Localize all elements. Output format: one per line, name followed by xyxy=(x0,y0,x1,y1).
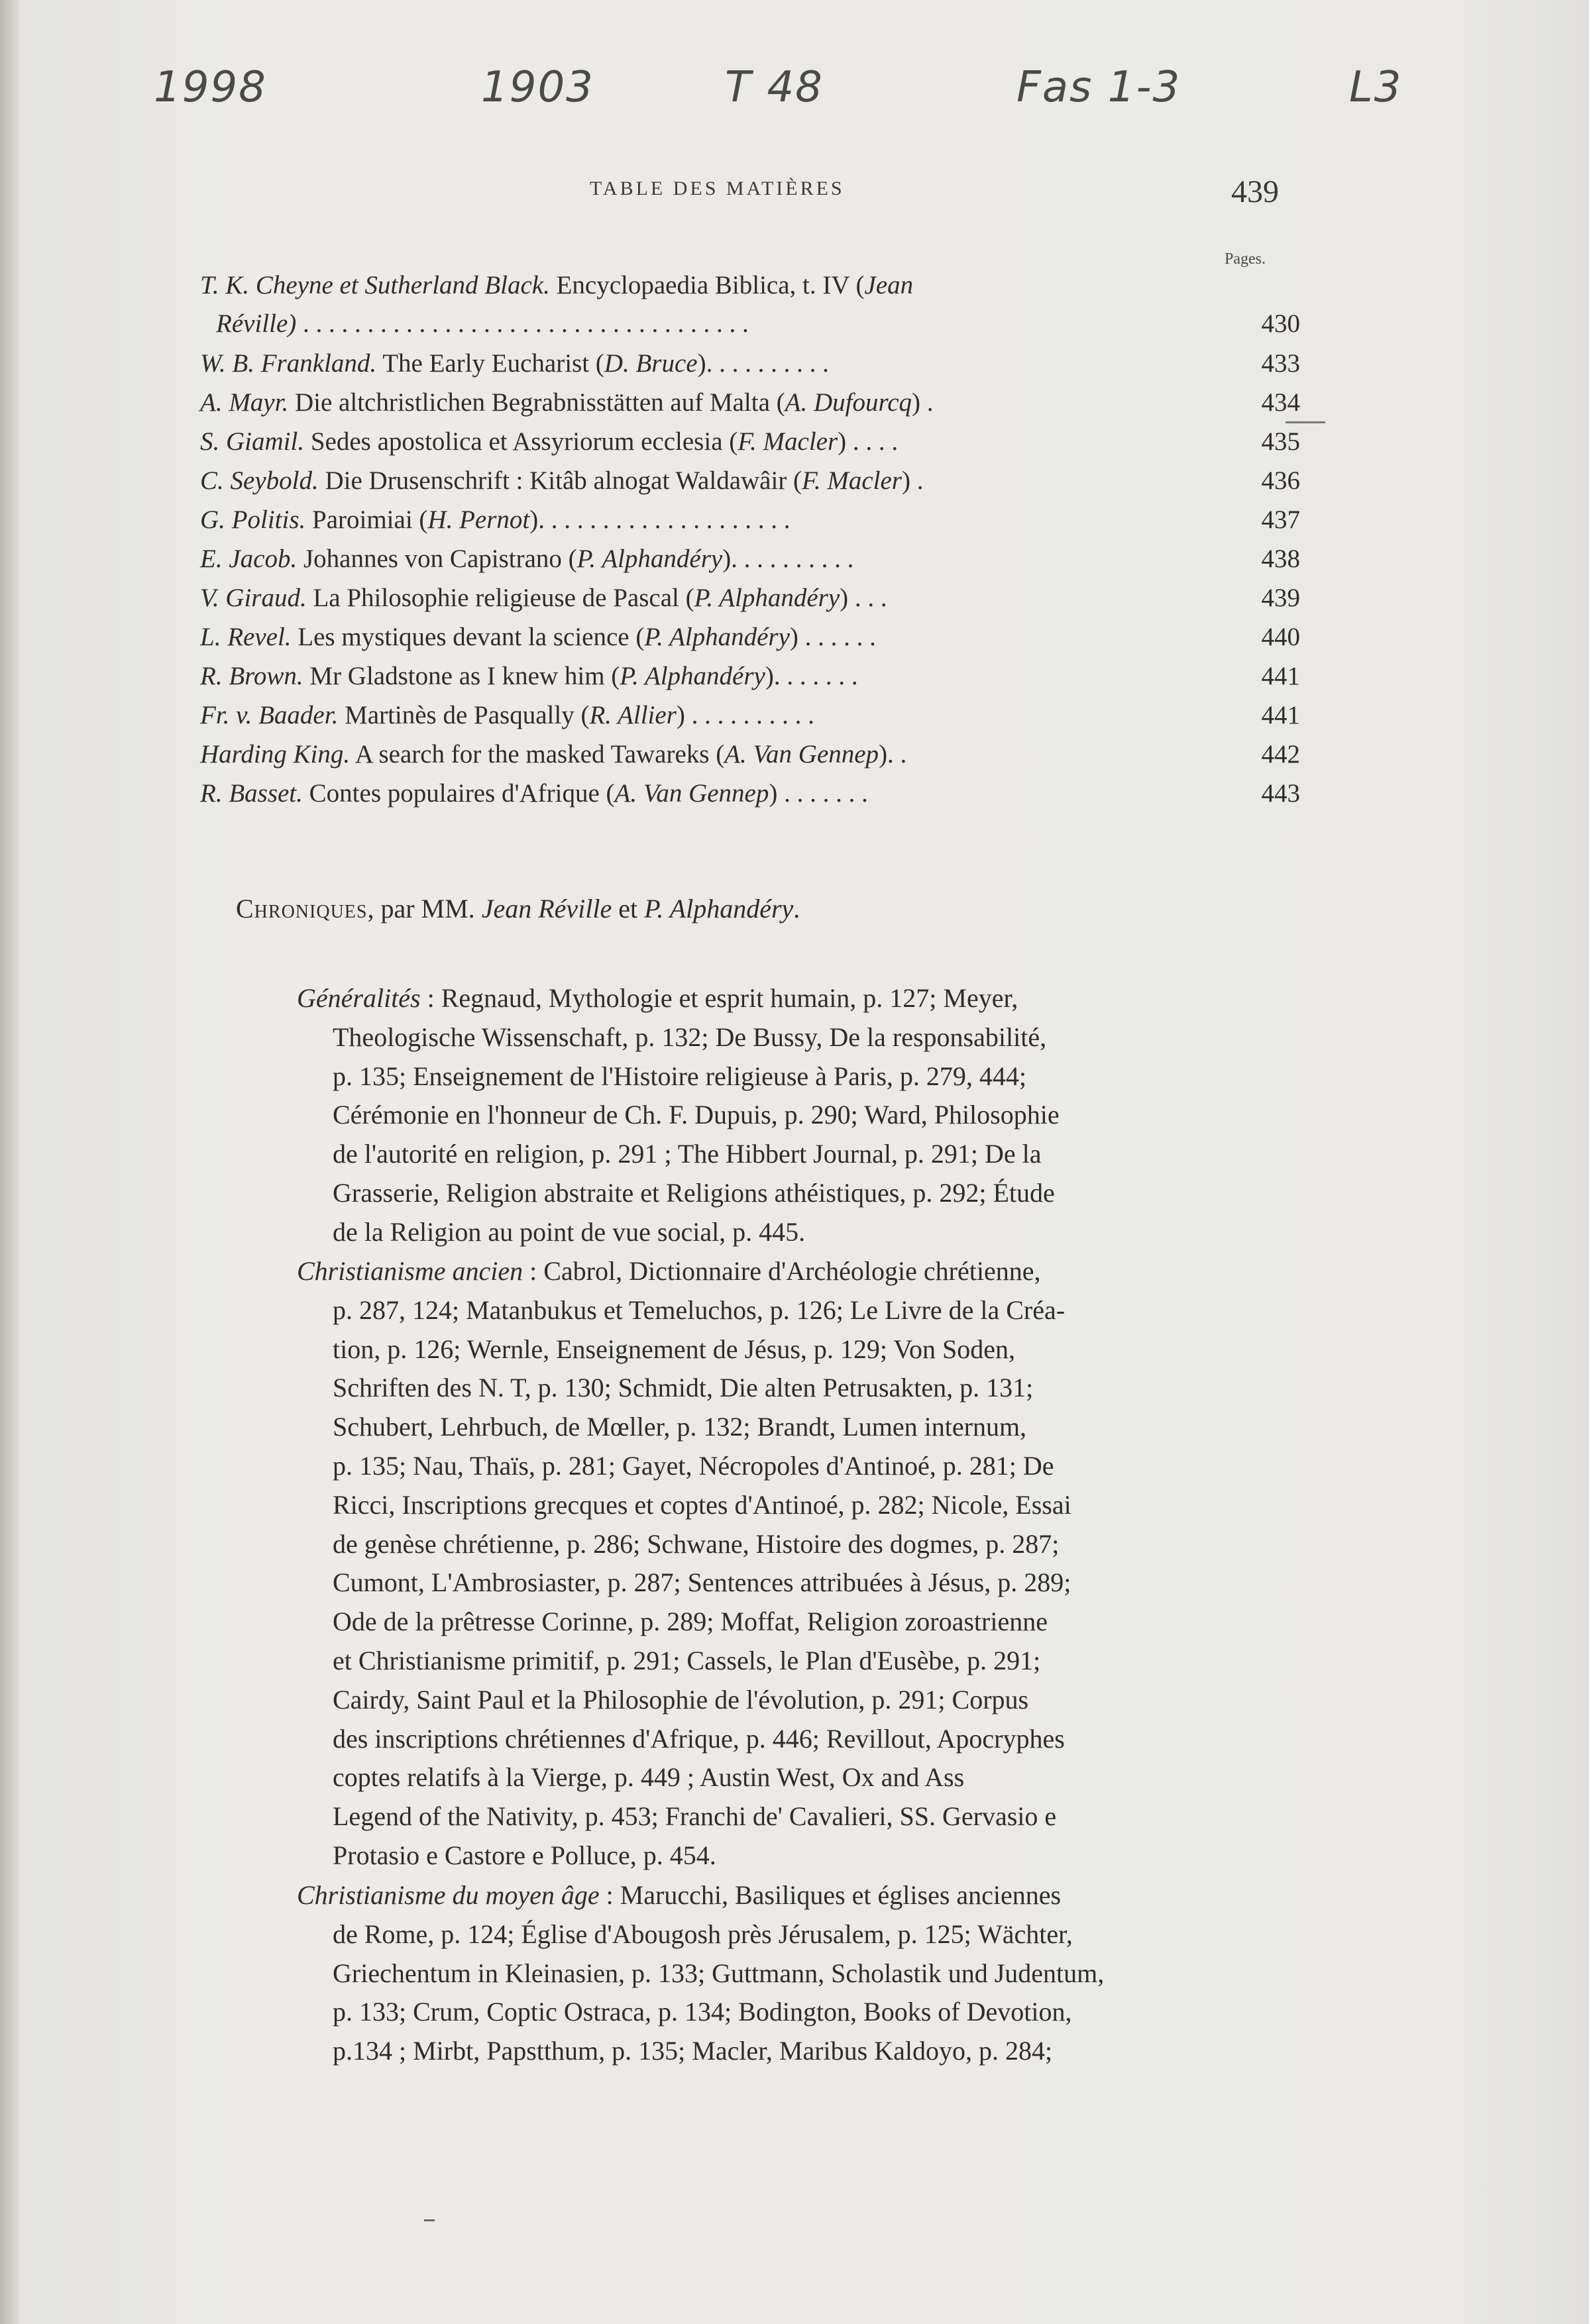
chroniques-author: Jean Réville xyxy=(481,894,612,924)
toc-author: E. Jacob. xyxy=(200,545,298,573)
toc-author: W. B. Frankland. xyxy=(200,349,377,378)
toc-title: Die altchristlichen Begrabnisstätten auf Malta ( xyxy=(294,388,785,417)
toc-author: G. Politis. xyxy=(200,505,306,534)
section-line: : Marucchi, Basiliques et églises anciennes xyxy=(599,1880,1062,1910)
section-line: Griechentum in Kleinasien, p. 133; Guttmann, Scholastik und Judentum, xyxy=(333,1958,1105,1988)
toc-title: Les mystiques devant la science ( xyxy=(298,623,645,651)
section-line: de l'autorité en religion, p. 291 ; The Hibbert Journal, p. 291; De la xyxy=(333,1139,1042,1169)
section-line: Theologische Wissenschaft, p. 132; De Bussy, De la responsabilité, xyxy=(333,1022,1047,1052)
section-line: Ricci, Inscriptions grecques et coptes d'Antinoé, p. 282; Nicole, Essai xyxy=(333,1489,1071,1520)
toc-title: Mr Gladstone as I knew him ( xyxy=(309,662,620,690)
toc-page: 442 xyxy=(1261,740,1300,768)
page-number: 439 xyxy=(1231,174,1279,209)
toc-entry: C. Seybold. Die Drusenschrift : Kitâb alnogat Waldawâir (F. Macler) . 436 xyxy=(200,466,1300,495)
section-line: de genèse chrétienne, p. 286; Schwane, Histoire des dogmes, p. 287; xyxy=(333,1528,1060,1559)
section-line: Ode de la prêtresse Corinne, p. 289; Moffat, Religion zoroastrienne xyxy=(333,1607,1048,1637)
toc-reviewer: A. Dufourcq xyxy=(785,388,912,417)
section-line: de la Religion au point de vue social, p. 445. xyxy=(333,1216,806,1247)
toc-title: Sedes apostolica et Assyriorum ecclesia ( xyxy=(310,427,738,456)
toc-entry: R. Basset. Contes populaires d'Afrique (A. Van Gennep) . . . . . . . 443 xyxy=(200,779,1300,808)
chroniques-conjunction: et xyxy=(618,894,638,924)
toc-entry: G. Politis. Paroimiai (H. Pernot). . . . . . . . . . . . . . . . . . . . 437 xyxy=(200,505,1300,534)
section-line: : Regnaud, Mythologie et esprit humain, p. 127; Meyer, xyxy=(420,983,1018,1013)
chroniques-heading xyxy=(236,893,800,924)
toc-title: The Early Eucharist ( xyxy=(382,349,604,378)
toc-author: Fr. v. Baader. xyxy=(200,701,339,729)
toc-author: A. Mayr. xyxy=(200,388,289,417)
toc-reviewer: A. Van Gennep xyxy=(724,740,879,768)
section-line: Cérémonie en l'honneur de Ch. F. Dupuis, p. 290; Ward, Philosophie xyxy=(333,1100,1060,1130)
chroniques-period: . xyxy=(793,894,800,924)
toc-title: Martinès de Pasqually ( xyxy=(345,701,590,729)
section-line: tion, p. 126; Wernle, Enseignement de Jésus, p. 129; Von Soden, xyxy=(333,1334,1016,1364)
pages-column-label: Pages. xyxy=(1225,250,1266,268)
section-line: Schubert, Lehrbuch, de Mœller, p. 132; Brandt, Lumen internum, xyxy=(333,1412,1027,1442)
toc-entry: Fr. v. Baader. Martinès de Pasqually (R. Allier) . . . . . . . . . . 441 xyxy=(200,701,1300,729)
toc-page: 440 xyxy=(1261,623,1300,651)
toc-page: 443 xyxy=(1261,779,1300,808)
section-line: des inscriptions chrétiennes d'Afrique, p. 446; Revillout, Apocryphes xyxy=(333,1723,1065,1754)
toc-entry: V. Giraud. La Philosophie religieuse de Pascal (P. Alphandéry) . . . 439 xyxy=(200,584,1300,612)
toc-title: Encyclopaedia Biblica, t. IV ( xyxy=(556,271,865,299)
section-line: Legend of the Nativity, p. 453; Franchi de' Cavalieri, SS. Gervasio e xyxy=(333,1801,1057,1832)
toc-reviewer: P. Alphandéry xyxy=(694,584,840,612)
toc-entry-continuation: Réville) . . . . . . . . . . . . . . . . . . . . . . . . . . . . . . . . . . . 430 xyxy=(216,309,1300,338)
toc-title: A search for the masked Tawareks ( xyxy=(355,740,725,768)
section-heading: Généralités xyxy=(297,983,421,1013)
section-line: de Rome, p. 124; Église d'Abougosh près Jérusalem, p. 125; Wächter, xyxy=(333,1919,1073,1949)
toc-reviewer: D. Bruce xyxy=(604,349,698,378)
chroniques-author: P. Alphandéry xyxy=(644,894,794,924)
binding-shadow xyxy=(0,0,19,2324)
toc-author: L. Revel. xyxy=(200,623,292,651)
toc-author: R. Brown. xyxy=(200,662,303,690)
handwritten-note: 1998 xyxy=(154,63,267,112)
toc-page: 441 xyxy=(1261,701,1300,729)
section-line: p. 287, 124; Matanbukus et Temeluchos, p. 126; Le Livre de la Créa- xyxy=(333,1294,1066,1325)
section-christianisme-moyen-age xyxy=(297,1876,1299,2071)
section-line: Schriften des N. T, p. 130; Schmidt, Die alten Petrusakten, p. 131; xyxy=(333,1373,1034,1403)
section-christianisme-ancien xyxy=(297,1252,1299,1875)
toc-page: 434 xyxy=(1261,388,1300,417)
stray-mark xyxy=(424,2219,435,2221)
section-line: Protasio e Castore e Polluce, p. 454. xyxy=(333,1840,716,1870)
section-heading: Christianisme ancien xyxy=(297,1256,523,1286)
toc-entry: Harding King. A search for the masked Tawareks (A. Van Gennep). . 442 xyxy=(200,740,1300,768)
chroniques-text: , par MM. xyxy=(367,894,475,924)
toc-reviewer: R. Allier xyxy=(589,701,677,729)
toc-page: 435 xyxy=(1261,427,1300,456)
toc-title: Johannes von Capistrano ( xyxy=(303,545,577,573)
toc-entry: A. Mayr. Die altchristlichen Begrabnisstätten auf Malta (A. Dufourcq) . 434 xyxy=(200,388,1300,417)
toc-title: Contes populaires d'Afrique ( xyxy=(309,779,615,808)
handwritten-note: 1903 xyxy=(481,63,594,112)
toc-entry: E. Jacob. Johannes von Capistrano (P. Alphandéry). . . . . . . . . . 438 xyxy=(200,545,1300,573)
toc-page: 437 xyxy=(1261,505,1300,534)
section-line: Cairdy, Saint Paul et la Philosophie de l'évolution, p. 291; Corpus xyxy=(333,1684,1029,1715)
toc-page: 441 xyxy=(1261,662,1300,690)
toc-title: Paroimiai ( xyxy=(312,505,428,534)
toc-author: C. Seybold. xyxy=(200,466,319,495)
handwritten-note: T 48 xyxy=(725,63,824,112)
toc-reviewer: P. Alphandéry xyxy=(576,545,723,573)
toc-page: 433 xyxy=(1261,349,1300,378)
toc-author: S. Giamil. xyxy=(200,427,305,456)
toc-author: T. K. Cheyne et Sutherland Black. xyxy=(200,271,550,299)
toc-entry xyxy=(200,270,1300,307)
toc-reviewer: A. Van Gennep xyxy=(614,779,769,808)
toc-page: 430 xyxy=(1261,309,1300,338)
chroniques-label: Chroniques xyxy=(236,894,368,924)
section-line: et Christianisme primitif, p. 291; Cassels, le Plan d'Eusèbe, p. 291; xyxy=(333,1645,1041,1675)
section-line: p. 135; Nau, Thaïs, p. 281; Gayet, Nécropoles d'Antinoé, p. 281; De xyxy=(333,1450,1054,1481)
section-line: p. 135; Enseignement de l'Histoire religieuse à Paris, p. 279, 444; xyxy=(333,1061,1027,1091)
toc-page: 436 xyxy=(1261,466,1300,495)
toc-page: 439 xyxy=(1261,584,1300,612)
toc-title: Die Drusenschrift : Kitâb alnogat Waldawâir ( xyxy=(325,466,802,495)
toc-title: La Philosophie religieuse de Pascal ( xyxy=(313,584,694,612)
section-heading: Christianisme du moyen âge xyxy=(297,1880,600,1910)
toc-reviewer: P. Alphandéry xyxy=(644,623,790,651)
toc-author: Harding King. xyxy=(200,740,351,768)
section-line: Cumont, L'Ambrosiaster, p. 287; Sentences attribuées à Jésus, p. 289; xyxy=(333,1567,1071,1598)
toc-reviewer: P. Alphandéry xyxy=(620,662,765,690)
toc-reviewer: H. Pernot xyxy=(427,505,530,534)
section-line: p.134 ; Mirbt, Papstthum, p. 135; Macler, Maribus Kaldoyo, p. 284; xyxy=(333,2036,1053,2066)
toc-reviewer: Jean xyxy=(864,271,914,299)
toc-author: V. Giraud. xyxy=(200,584,307,612)
toc-entry: S. Giamil. Sedes apostolica et Assyriorum ecclesia (F. Macler) . . . . 435 xyxy=(200,427,1300,456)
toc-author: R. Basset. xyxy=(200,779,303,808)
section-line: Grasserie, Religion abstraite et Religions athéistiques, p. 292; Étude xyxy=(333,1177,1055,1208)
running-head: TABLE DES MATIÈRES xyxy=(590,178,845,199)
toc-reviewer: F. Macler xyxy=(802,466,902,495)
toc-reviewer: F. Macler xyxy=(738,427,838,456)
toc-entry: W. B. Frankland. The Early Eucharist (D. Bruce). . . . . . . . . . 433 xyxy=(200,349,1300,378)
section-line: coptes relatifs à la Vierge, p. 449 ; Austin West, Ox and Ass xyxy=(333,1762,965,1793)
section-line: : Cabrol, Dictionnaire d'Archéologie chrétienne, xyxy=(523,1256,1041,1286)
toc-entry: L. Revel. Les mystiques devant la science (P. Alphandéry) . . . . . . 440 xyxy=(200,623,1300,651)
section-line: p. 133; Crum, Coptic Ostraca, p. 134; Bodington, Books of Devotion, xyxy=(333,1997,1072,2027)
handwritten-note: Fas 1-3 xyxy=(1016,63,1181,112)
toc-reviewer: Réville) xyxy=(216,309,297,338)
handwritten-note: L3 xyxy=(1349,63,1403,112)
toc-entry: R. Brown. Mr Gladstone as I knew him (P. Alphandéry). . . . . . . 441 xyxy=(200,662,1300,690)
toc-page: 438 xyxy=(1261,545,1300,573)
section-generalites xyxy=(297,979,1299,1252)
